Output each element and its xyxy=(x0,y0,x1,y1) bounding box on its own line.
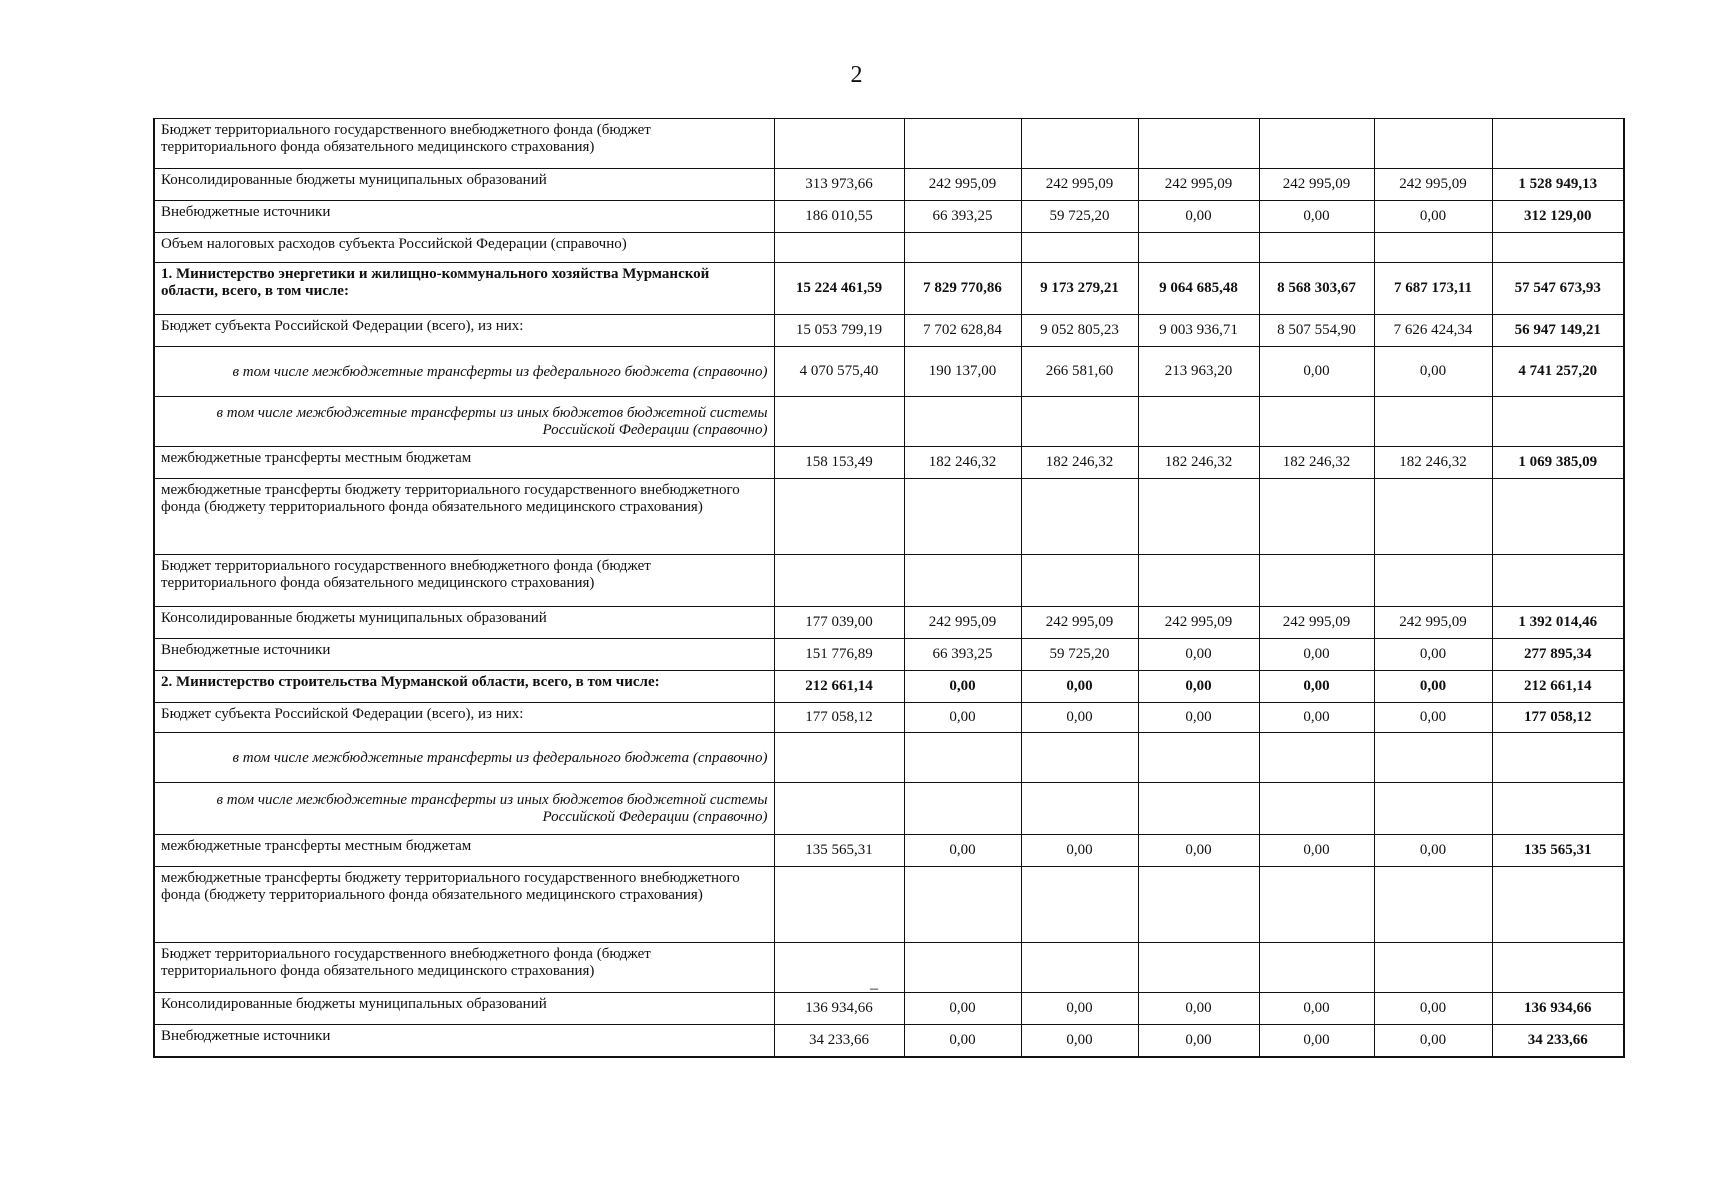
value-cell: 313 973,66 xyxy=(774,169,904,201)
row-label: межбюджетные трансферты бюджету территориального государственного внебюджетного фонда (бюджету территориального фонда обязательного медицинского страхования) xyxy=(154,479,774,555)
value-cell: 0,00 xyxy=(1021,993,1138,1025)
value-cell: 0,00 xyxy=(1138,993,1259,1025)
table-row xyxy=(154,315,1624,347)
total-cell xyxy=(1492,783,1624,835)
value-cell: 158 153,49 xyxy=(774,447,904,479)
value-cell: 8 507 554,90 xyxy=(1259,315,1374,347)
value-cell xyxy=(1138,555,1259,607)
table-row xyxy=(154,201,1624,233)
page-number: 2 xyxy=(850,62,863,88)
value-cell: 0,00 xyxy=(1138,703,1259,733)
value-cell: 182 246,32 xyxy=(904,447,1021,479)
value-cell xyxy=(1021,233,1138,263)
value-cell: 9 173 279,21 xyxy=(1021,263,1138,315)
value-cell xyxy=(1259,555,1374,607)
value-cell xyxy=(1138,867,1259,943)
value-cell xyxy=(1259,733,1374,783)
value-cell: 0,00 xyxy=(1374,639,1492,671)
value-cell xyxy=(1021,555,1138,607)
row-label: Консолидированные бюджеты муниципальных образований xyxy=(154,993,774,1025)
table-row xyxy=(154,1025,1624,1057)
value-cell: 0,00 xyxy=(1021,835,1138,867)
total-cell: 135 565,31 xyxy=(1492,835,1624,867)
value-cell: 0,00 xyxy=(904,993,1021,1025)
value-cell: 190 137,00 xyxy=(904,347,1021,397)
value-cell: 0,00 xyxy=(1259,835,1374,867)
value-cell: 0,00 xyxy=(1138,835,1259,867)
row-label: в том числе межбюджетные трансферты из федерального бюджета (справочно) xyxy=(154,347,774,397)
value-cell xyxy=(774,397,904,447)
table-row xyxy=(154,783,1624,835)
total-cell: 56 947 149,21 xyxy=(1492,315,1624,347)
value-cell: 212 661,14 xyxy=(774,671,904,703)
value-cell: 266 581,60 xyxy=(1021,347,1138,397)
value-cell: 0,00 xyxy=(1374,201,1492,233)
table-row xyxy=(154,835,1624,867)
value-cell xyxy=(1374,867,1492,943)
value-cell xyxy=(774,783,904,835)
table-row xyxy=(154,347,1624,397)
row-label: Объем налоговых расходов субъекта Российской Федерации (справочно) xyxy=(154,233,774,263)
value-cell: 7 687 173,11 xyxy=(1374,263,1492,315)
value-cell: 4 070 575,40 xyxy=(774,347,904,397)
value-cell: 0,00 xyxy=(1259,671,1374,703)
value-cell xyxy=(904,233,1021,263)
row-label: Консолидированные бюджеты муниципальных образований xyxy=(154,169,774,201)
value-cell: 0,00 xyxy=(1138,1025,1259,1057)
total-cell xyxy=(1492,733,1624,783)
total-cell: 4 741 257,20 xyxy=(1492,347,1624,397)
total-cell: 177 058,12 xyxy=(1492,703,1624,733)
value-cell xyxy=(1138,733,1259,783)
stray-mark: – xyxy=(870,980,878,997)
total-cell: 136 934,66 xyxy=(1492,993,1624,1025)
value-cell xyxy=(1021,119,1138,169)
value-cell xyxy=(904,555,1021,607)
total-cell: 1 069 385,09 xyxy=(1492,447,1624,479)
value-cell: 0,00 xyxy=(1138,201,1259,233)
table-row xyxy=(154,119,1624,169)
value-cell xyxy=(1021,397,1138,447)
value-cell: 9 064 685,48 xyxy=(1138,263,1259,315)
row-label: в том числе межбюджетные трансферты из иных бюджетов бюджетной системы Российской Федерации (справочно) xyxy=(154,397,774,447)
total-cell xyxy=(1492,943,1624,993)
value-cell xyxy=(1374,233,1492,263)
value-cell: 0,00 xyxy=(1021,1025,1138,1057)
value-cell xyxy=(904,943,1021,993)
table-row xyxy=(154,607,1624,639)
table-row xyxy=(154,733,1624,783)
value-cell: 213 963,20 xyxy=(1138,347,1259,397)
value-cell: 182 246,32 xyxy=(1259,447,1374,479)
value-cell xyxy=(1021,783,1138,835)
value-cell: 242 995,09 xyxy=(1138,169,1259,201)
total-cell: 1 528 949,13 xyxy=(1492,169,1624,201)
value-cell xyxy=(1138,119,1259,169)
total-cell xyxy=(1492,555,1624,607)
value-cell xyxy=(774,867,904,943)
row-label: в том числе межбюджетные трансферты из иных бюджетов бюджетной системы Российской Федерации (справочно) xyxy=(154,783,774,835)
value-cell: 0,00 xyxy=(1374,671,1492,703)
value-cell: 0,00 xyxy=(1374,993,1492,1025)
value-cell xyxy=(1374,783,1492,835)
table-row xyxy=(154,671,1624,703)
table-row xyxy=(154,479,1624,555)
value-cell xyxy=(1138,397,1259,447)
total-cell: 57 547 673,93 xyxy=(1492,263,1624,315)
value-cell: 66 393,25 xyxy=(904,639,1021,671)
value-cell xyxy=(1021,733,1138,783)
value-cell xyxy=(904,733,1021,783)
value-cell xyxy=(774,943,904,993)
value-cell: 182 246,32 xyxy=(1374,447,1492,479)
value-cell: 0,00 xyxy=(904,671,1021,703)
table-row xyxy=(154,397,1624,447)
row-label: в том числе межбюджетные трансферты из федерального бюджета (справочно) xyxy=(154,733,774,783)
value-cell: 7 829 770,86 xyxy=(904,263,1021,315)
table-row xyxy=(154,447,1624,479)
value-cell: 0,00 xyxy=(1259,639,1374,671)
row-label: Бюджет субъекта Российской Федерации (всего), из них: xyxy=(154,703,774,733)
value-cell: 0,00 xyxy=(1259,993,1374,1025)
value-cell: 15 053 799,19 xyxy=(774,315,904,347)
value-cell: 34 233,66 xyxy=(774,1025,904,1057)
value-cell: 242 995,09 xyxy=(1259,169,1374,201)
value-cell: 182 246,32 xyxy=(1138,447,1259,479)
value-cell: 182 246,32 xyxy=(1021,447,1138,479)
value-cell: 242 995,09 xyxy=(1374,169,1492,201)
value-cell xyxy=(1259,119,1374,169)
value-cell: 0,00 xyxy=(1374,347,1492,397)
value-cell: 7 702 628,84 xyxy=(904,315,1021,347)
value-cell xyxy=(904,397,1021,447)
value-cell: 136 934,66 xyxy=(774,993,904,1025)
value-cell: 0,00 xyxy=(1374,835,1492,867)
row-label: Бюджет субъекта Российской Федерации (всего), из них: xyxy=(154,315,774,347)
row-label: Внебюджетные источники xyxy=(154,1025,774,1057)
value-cell: 242 995,09 xyxy=(904,607,1021,639)
row-label: межбюджетные трансферты бюджету территориального государственного внебюджетного фонда (бюджету территориального фонда обязательного медицинского страхования) xyxy=(154,867,774,943)
row-label: межбюджетные трансферты местным бюджетам xyxy=(154,447,774,479)
table-row xyxy=(154,233,1624,263)
value-cell: 177 058,12 xyxy=(774,703,904,733)
total-cell: 312 129,00 xyxy=(1492,201,1624,233)
row-label: Бюджет территориального государственного внебюджетного фонда (бюджет территориального фонда обязательного медицинского страхования) xyxy=(154,943,774,993)
row-label: 2. Министерство строительства Мурманской области, всего, в том числе: xyxy=(154,671,774,703)
value-cell: 242 995,09 xyxy=(1138,607,1259,639)
row-label: Бюджет территориального государственного внебюджетного фонда (бюджет территориального фонда обязательного медицинского страхования) xyxy=(154,555,774,607)
value-cell xyxy=(774,479,904,555)
value-cell xyxy=(774,733,904,783)
value-cell xyxy=(1138,783,1259,835)
value-cell: 0,00 xyxy=(904,703,1021,733)
row-label: межбюджетные трансферты местным бюджетам xyxy=(154,835,774,867)
value-cell xyxy=(1374,943,1492,993)
value-cell: 0,00 xyxy=(1021,671,1138,703)
value-cell: 151 776,89 xyxy=(774,639,904,671)
value-cell xyxy=(774,119,904,169)
value-cell xyxy=(774,233,904,263)
total-cell: 1 392 014,46 xyxy=(1492,607,1624,639)
value-cell: 242 995,09 xyxy=(1021,607,1138,639)
value-cell xyxy=(774,555,904,607)
table-row xyxy=(154,263,1624,315)
value-cell: 135 565,31 xyxy=(774,835,904,867)
value-cell: 242 995,09 xyxy=(1374,607,1492,639)
value-cell: 186 010,55 xyxy=(774,201,904,233)
value-cell: 0,00 xyxy=(1259,201,1374,233)
value-cell: 15 224 461,59 xyxy=(774,263,904,315)
value-cell: 0,00 xyxy=(1374,703,1492,733)
value-cell: 0,00 xyxy=(904,1025,1021,1057)
total-cell xyxy=(1492,479,1624,555)
value-cell xyxy=(1374,479,1492,555)
value-cell: 66 393,25 xyxy=(904,201,1021,233)
table-row xyxy=(154,639,1624,671)
row-label: Внебюджетные источники xyxy=(154,201,774,233)
value-cell: 9 003 936,71 xyxy=(1138,315,1259,347)
value-cell: 0,00 xyxy=(1021,703,1138,733)
value-cell xyxy=(1374,555,1492,607)
value-cell xyxy=(1374,119,1492,169)
value-cell xyxy=(904,783,1021,835)
row-label: 1. Министерство энергетики и жилищно-коммунального хозяйства Мурманской области, всего, в том числе: xyxy=(154,263,774,315)
total-cell: 34 233,66 xyxy=(1492,1025,1624,1057)
value-cell xyxy=(1259,943,1374,993)
budget-table xyxy=(153,118,1625,1058)
value-cell xyxy=(904,479,1021,555)
value-cell: 242 995,09 xyxy=(1259,607,1374,639)
value-cell xyxy=(1374,733,1492,783)
value-cell xyxy=(1138,233,1259,263)
value-cell xyxy=(1138,479,1259,555)
table-row xyxy=(154,993,1624,1025)
total-cell: 277 895,34 xyxy=(1492,639,1624,671)
table-row xyxy=(154,943,1624,993)
value-cell xyxy=(904,867,1021,943)
total-cell xyxy=(1492,397,1624,447)
row-label: Внебюджетные источники xyxy=(154,639,774,671)
value-cell xyxy=(1021,479,1138,555)
value-cell: 0,00 xyxy=(1259,1025,1374,1057)
table-row xyxy=(154,555,1624,607)
table-body xyxy=(154,119,1624,1057)
total-cell xyxy=(1492,867,1624,943)
value-cell xyxy=(1021,867,1138,943)
value-cell: 0,00 xyxy=(1259,347,1374,397)
value-cell xyxy=(1259,233,1374,263)
value-cell xyxy=(1138,943,1259,993)
value-cell: 0,00 xyxy=(1259,703,1374,733)
value-cell: 0,00 xyxy=(1138,671,1259,703)
value-cell: 177 039,00 xyxy=(774,607,904,639)
table-row xyxy=(154,867,1624,943)
total-cell xyxy=(1492,119,1624,169)
row-label: Бюджет территориального государственного внебюджетного фонда (бюджет территориального фонда обязательного медицинского страхования) xyxy=(154,119,774,169)
total-cell xyxy=(1492,233,1624,263)
value-cell xyxy=(1021,943,1138,993)
value-cell: 8 568 303,67 xyxy=(1259,263,1374,315)
value-cell xyxy=(1374,397,1492,447)
value-cell: 59 725,20 xyxy=(1021,639,1138,671)
value-cell: 242 995,09 xyxy=(1021,169,1138,201)
value-cell xyxy=(904,119,1021,169)
value-cell: 0,00 xyxy=(904,835,1021,867)
value-cell: 242 995,09 xyxy=(904,169,1021,201)
value-cell xyxy=(1259,867,1374,943)
value-cell xyxy=(1259,397,1374,447)
value-cell: 9 052 805,23 xyxy=(1021,315,1138,347)
value-cell: 7 626 424,34 xyxy=(1374,315,1492,347)
total-cell: 212 661,14 xyxy=(1492,671,1624,703)
value-cell: 59 725,20 xyxy=(1021,201,1138,233)
value-cell xyxy=(1259,479,1374,555)
value-cell xyxy=(1259,783,1374,835)
value-cell: 0,00 xyxy=(1138,639,1259,671)
table-row xyxy=(154,703,1624,733)
table-row xyxy=(154,169,1624,201)
row-label: Консолидированные бюджеты муниципальных образований xyxy=(154,607,774,639)
value-cell: 0,00 xyxy=(1374,1025,1492,1057)
